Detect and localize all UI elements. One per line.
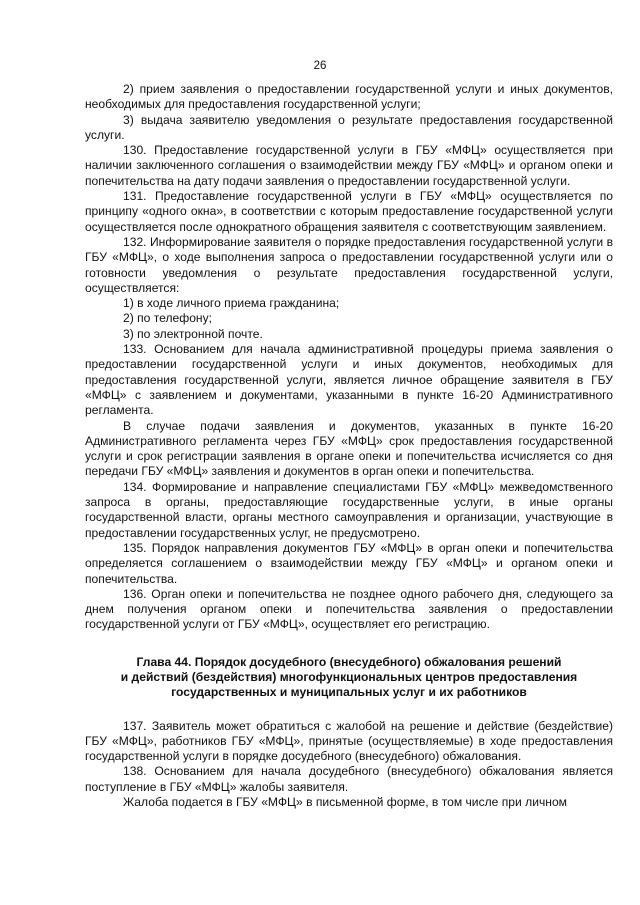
paragraph-item-3: 3) выдача заявителю уведомления о результате предоставления государственной услуги. (85, 112, 613, 142)
paragraph-134: 134. Формирование и направление специалистами ГБУ «МФЦ» межведомственного запроса в органы, предоставляющие государственные услуги, в иные органы государственной власти, органы местного самоуправления и организации, участвующие в предоставлении государственных услуг, не предусмотрено. (85, 479, 613, 540)
paragraph-136: 136. Орган опеки и попечительства не позднее одного рабочего дня, следующего за днем получения органом опеки и попечительства заявления о предоставлении государственной услуги от ГБУ «МФЦ», осуществляет его регистрацию. (85, 586, 613, 632)
paragraph-133: 133. Основанием для начала административной процедуры приема заявления о предоставлении государственной услуги и иных документов, необходимых для предоставления государственной услуги, является личное обращение заявителя в ГБУ «МФЦ» с заявлением и документами, указанными в пункте 16-20 Административного регламента. (85, 342, 613, 418)
paragraph-130: 130. Предоставление государственной услуги в ГБУ «МФЦ» осуществляется при наличии заключенного соглашения о взаимодействии между ГБУ «МФЦ» и органом опеки и попечительства на дату подачи заявления о предоставлении государственной услуги. (85, 143, 613, 188)
paragraph-137: 137. Заявитель может обратиться с жалобой на решение и действие (бездействие) ГБУ «МФЦ», работников ГБУ «МФЦ», принятые (осуществляемые) в ходе предоставления государственной услуги в порядке досудебного (внесудебного) обжалования. (85, 718, 613, 764)
list-item-phone: 2) по телефону; (123, 311, 213, 326)
list-item-personal-reception: 1) в ходе личного приема гражданина; (123, 296, 340, 311)
document-body (85, 82, 613, 810)
chapter-heading-line-3: государственных и муниципальных услуг и их работников (171, 685, 527, 700)
paragraph-133-continued: В случае подачи заявления и документов, указанных в пункте 16-20 Административного регламента через ГБУ «МФЦ» срок предоставления государственной услуги и срок регистрации заявления в органе опеки и попечительства исчисляется со дня передачи ГБУ «МФЦ» заявления и документов в орган опеки и попечительства. (85, 418, 613, 479)
chapter-heading (85, 655, 613, 701)
chapter-heading-line-1: Глава 44. Порядок досудебного (внесудебного) обжалования решений (136, 654, 562, 669)
paragraph-complaint: Жалоба подается в ГБУ «МФЦ» в письменной форме, в том числе при личном (123, 795, 567, 810)
paragraph-135: 135. Порядок направления документов ГБУ «МФЦ» в орган опеки и попечительства определяется соглашением о взаимодействии между ГБУ «МФЦ» и органом опеки и попечительства. (85, 540, 613, 586)
chapter-heading-line-2: и действий (бездействия) многофункциональных центров предоставления (120, 669, 578, 684)
paragraph-131: 131. Предоставление государственной услуги в ГБУ «МФЦ» осуществляется по принципу «одного окна», в соответствии с которым предоставление государственной услуги осуществляется после однократного обращения заявителя с соответствующим заявлением. (85, 189, 613, 234)
paragraph-138: 138. Основанием для начала досудебного (внесудебного) обжалования является поступление в ГБУ «МФЦ» жалобы заявителя. (85, 764, 613, 794)
page-number: 26 (313, 60, 327, 72)
paragraph-132: 132. Информирование заявителя о порядке предоставления государственной услуги в ГБУ «МФЦ», о ходе выполнения запроса о предоставлении государственной услуги или о готовности уведомления о результате предоставления государственной услуги, осуществляется: (85, 234, 613, 295)
list-item-email: 3) по электронной почте. (123, 326, 263, 341)
paragraph-item-2: 2) прием заявления о предоставлении государственной услуги и иных документов, необходимых для предоставления государственной услуги; (85, 82, 613, 112)
